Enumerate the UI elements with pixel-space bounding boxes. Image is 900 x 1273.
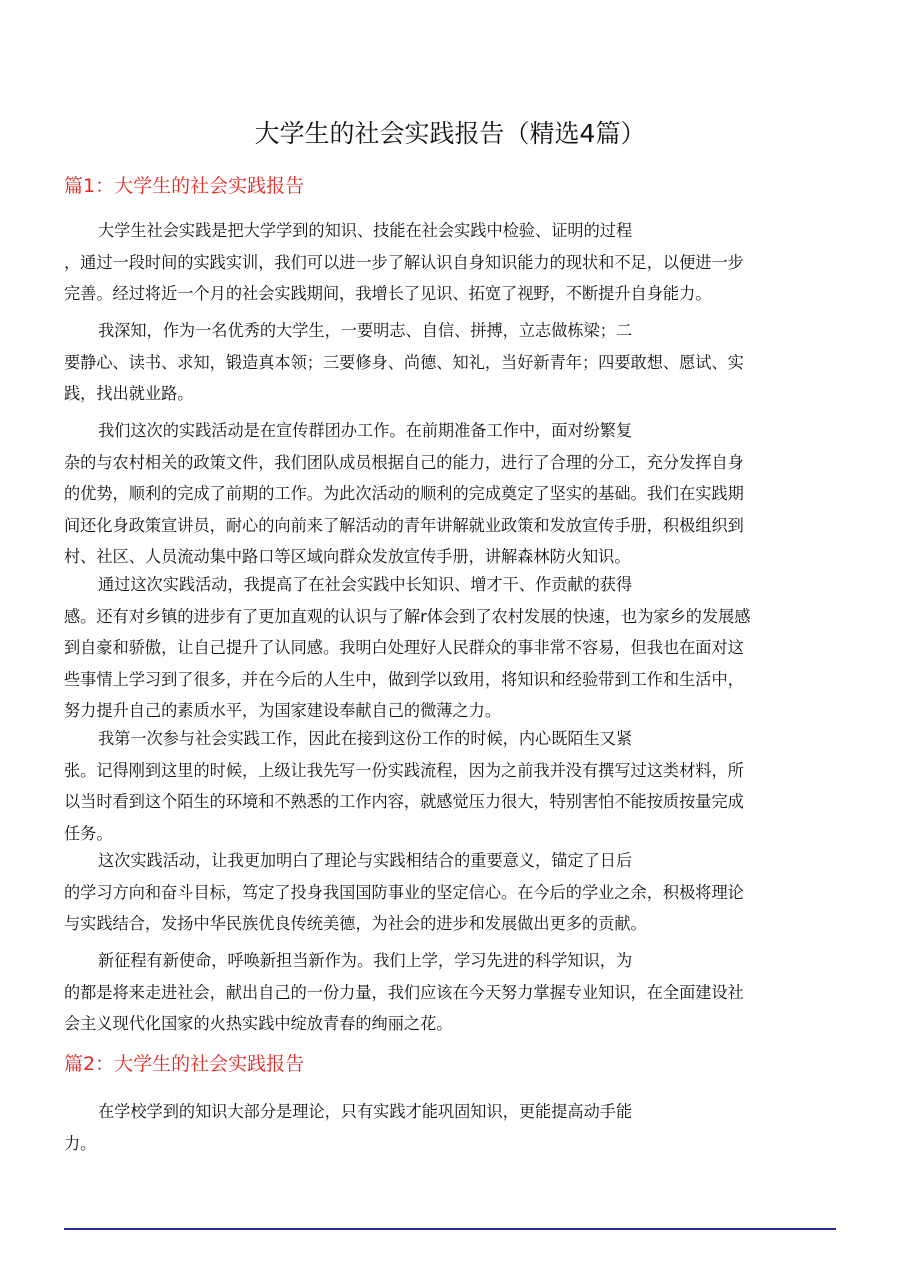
paragraph-line: 以当时看到这个陌生的环境和不熟悉的工作内容，就感觉压力很大，特别害怕不能按质按量完成 [64, 792, 744, 811]
paragraph [64, 723, 844, 849]
paragraph-line: 完善。经过将近一个月的社会实践期间，我增长了见识、拓宽了视野，不断提升自身能力。 [64, 284, 712, 303]
paragraph-line: 这次实践活动，让我更加明白了理论与实践相结合的重要意义，锚定了日后 [98, 851, 633, 870]
paragraph-line: 到自豪和骄傲，让自己提升了认同感。我明白处理好人民群众的事非常不容易，但我也在面对这 [64, 638, 744, 657]
footer-rule [64, 1228, 836, 1230]
paragraph-line: 村、社区、人员流动集中路口等区域向群众发放宣传手册，讲解森林防火知识。 [64, 547, 631, 566]
paragraph-line: 感。还有对乡镇的进步有了更加直观的认识与了解r体会到了农村发展的快速，也为家乡的发展感 [64, 606, 751, 626]
paragraph-line: 新征程有新使命，呼唤新担当新作为。我们上学，学习先进的科学知识，为 [98, 951, 633, 970]
paragraph [64, 215, 844, 310]
paragraph-line: 我深知，作为一名优秀的大学生，一要明志、自信、拼搏，立志做栋梁；二 [98, 321, 633, 340]
section-heading-1: 篇1：大学生的社会实践报告 [64, 175, 305, 197]
paragraph-line: 些事情上学习到了很多，并在今后的人生中，做到学以致用，将知识和经验带到工作和生活中， [64, 669, 744, 689]
paragraph-line: 与实践结合，发扬中华民族优良传统美德，为社会的进步和发展做出更多的贡献。 [64, 914, 647, 933]
paragraph-line: 在学校学到的知识大部分是理论，只有实践才能巩固知识，更能提高动手能 [98, 1102, 633, 1121]
section-heading-2: 篇2：大学生的社会实践报告 [64, 1053, 305, 1075]
paragraph-line: 努力提升自己的素质水平，为国家建设奉献自己的微薄之力。 [64, 701, 502, 720]
paragraph [64, 1096, 844, 1159]
paragraph [64, 945, 844, 1040]
paragraph-line: 大学生社会实践是把大学学到的知识、技能在社会实践中检验、证明的过程 [98, 221, 633, 240]
paragraph-line: 会主义现代化国家的火热实践中绽放青春的绚丽之花。 [64, 1014, 453, 1033]
paragraph-line: 通过这次实践活动，我提高了在社会实践中长知识、增才干、作贡献的获得 [98, 575, 633, 594]
paragraph-line: 践，找出就业路。 [64, 384, 194, 403]
paragraph-line: 间还化身政策宣讲员，耐心的向前来了解活动的青年讲解就业政策和发放宣传手册，积极组织到 [64, 515, 744, 535]
paragraph [64, 569, 844, 727]
paragraph-line: 我第一次参与社会实践工作，因此在接到这份工作的时候，内心既陌生又紧 [98, 729, 633, 748]
paragraph-line: 要静心、读书、求知，锻造真本领；三要修身、尚德、知礼，当好新青年；四要敢想、愿试、实 [64, 352, 744, 372]
document-title: 大学生的社会实践报告（精选4篇） [254, 119, 646, 148]
paragraph-line: ，通过一段时间的实践实训，我们可以进一步了解认识自身知识能力的现状和不足，以便进一步 [64, 252, 744, 272]
paragraph-line: 张。记得刚到这里的时候，上级让我先写一份实践流程，因为之前我并没有撰写过这类材料，所 [64, 760, 744, 780]
paragraph-line: 杂的与农村相关的政策文件，我们团队成员根据自己的能力，进行了合理的分工，充分发挥自身 [64, 452, 744, 472]
paragraph-line: 力。 [64, 1133, 97, 1153]
paragraph-line: 我们这次的实践活动是在宣传群团办工作。在前期准备工作中，面对纷繁复 [98, 421, 633, 440]
paragraph-line: 的学习方向和奋斗目标，笃定了投身我国国防事业的坚定信心。在今后的学业之余，积极将理论 [64, 882, 744, 902]
paragraph-line: 的都是将来走进社会，献出自己的一份力量，我们应该在今天努力掌握专业知识，在全面建设社 [64, 982, 744, 1002]
paragraph [64, 315, 844, 410]
paragraph [64, 415, 844, 573]
paragraph [64, 845, 844, 940]
paragraph-line: 的优势，顺利的完成了前期的工作。为此次活动的顺利的完成奠定了坚实的基础。我们在实践期 [64, 484, 744, 503]
paragraph-line: 任务。 [64, 823, 113, 843]
